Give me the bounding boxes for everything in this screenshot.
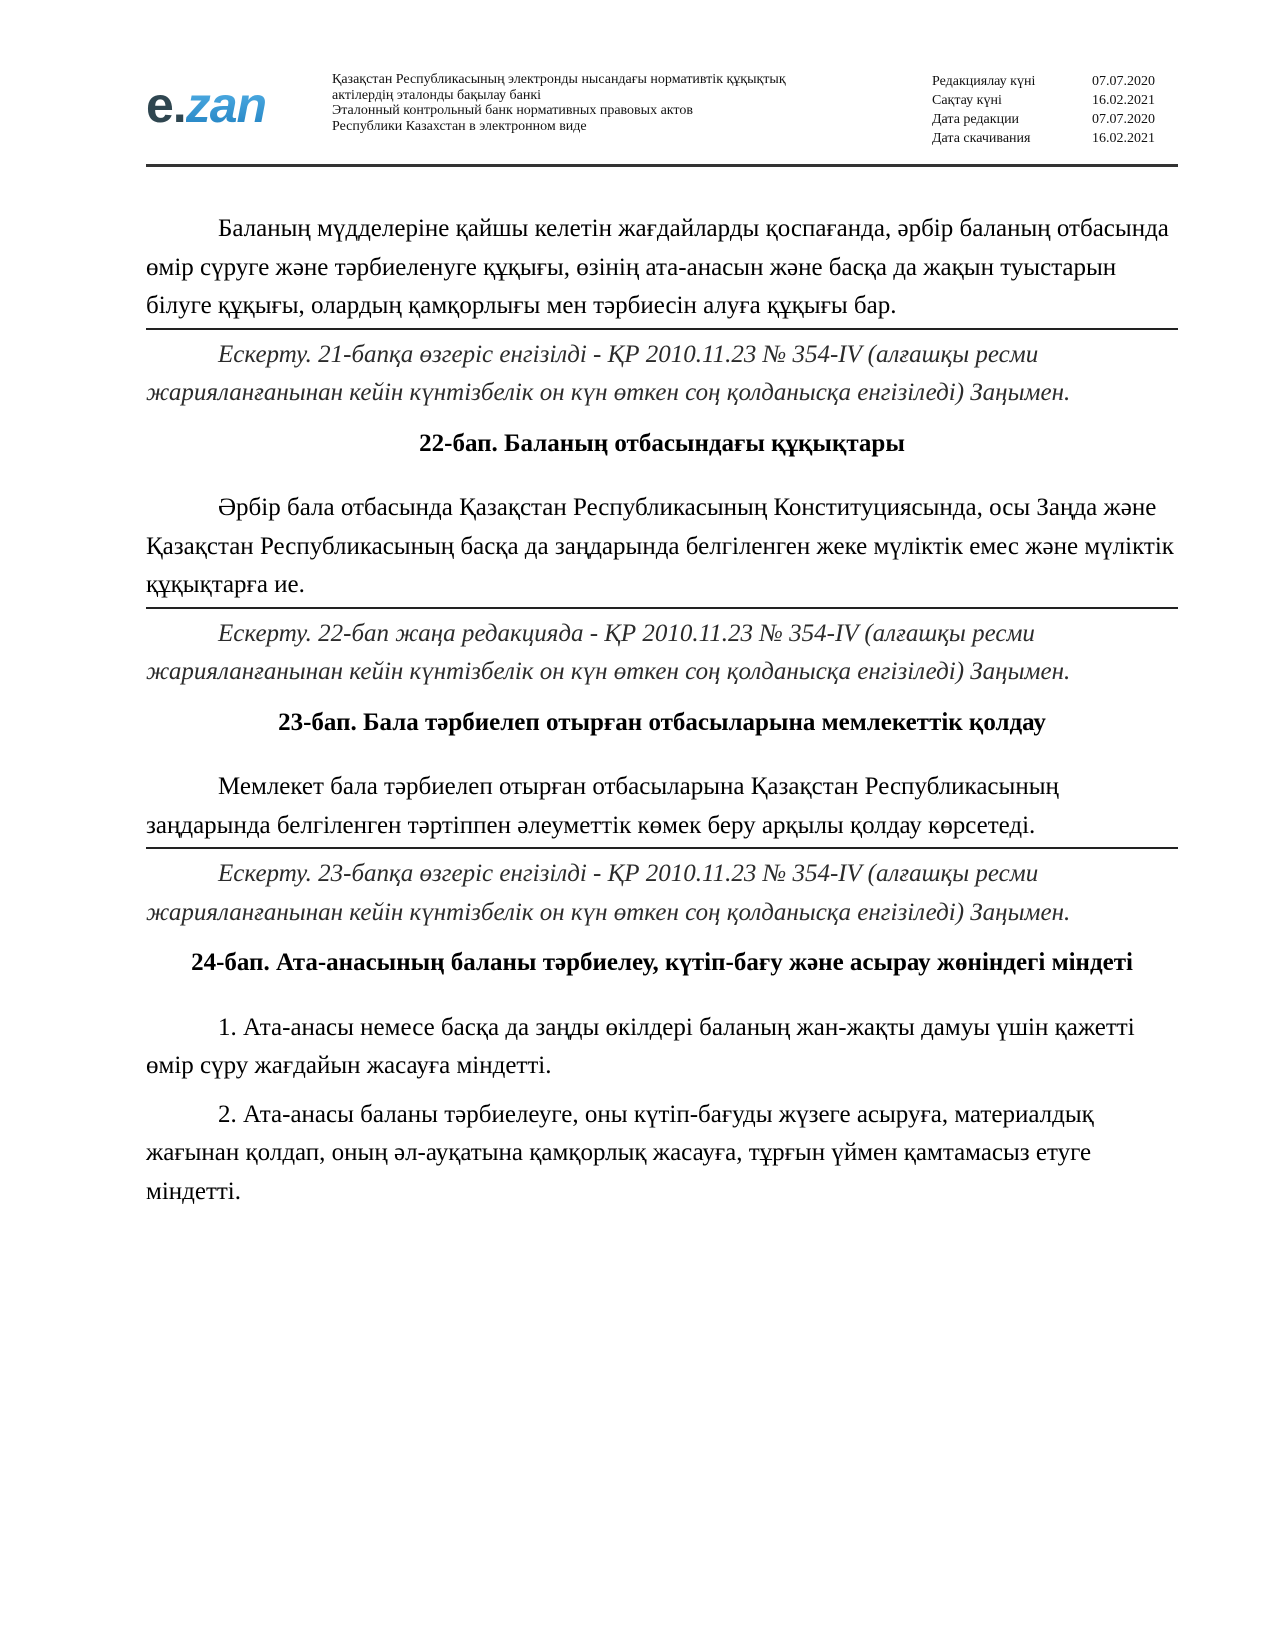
article-21-note: Ескерту. 21-бапқа өзгеріс енгізілді - ҚР 2010.11.23 № 354-IV (алғашқы ресми жарияланғанынан кейін күнтізбелік он күн өткен соң қолданысқа енгізіледі) Заңымен.	[146, 340, 1071, 406]
meta-value: 07.07.2020	[1092, 74, 1155, 89]
org-line: Республики Казахстан в электронном виде	[332, 118, 587, 134]
meta-row-save-date-kz	[932, 91, 1178, 110]
meta-value: 16.02.2021	[1092, 93, 1155, 108]
article-23-paragraph: Мемлекет бала тәрбиелеп отырған отбасыларына Қазақстан Республикасының заңдарында белгіленген тәртіппен әлеуметтік көмек беру арқылы қолдау көрсетеді.	[146, 773, 1059, 839]
meta-row-download-date-ru	[932, 129, 1178, 148]
meta-row-edit-date-ru	[932, 110, 1178, 129]
meta-label: Сақтау күні	[932, 93, 1002, 108]
article-24-item-1: 1. Ата-анасы немесе басқа да заңды өкілдері баланың жан-жақты дамуы үшін қажетті өмір сүру жағдайын жасауға міндетті.	[146, 1013, 1135, 1079]
article-22-heading: 22-бап. Баланың отбасындағы құқықтары	[419, 429, 905, 457]
logo-part-e: e.	[146, 77, 186, 133]
article-24-item-2: 2. Ата-анасы баланы тәрбиелеуге, оны күтіп-бағуды жүзеге асыруға, материалдық жағынан қолдап, оның әл-ауқатына қамқорлық жасауға, тұрғын үймен қамтамасыз етуге міндетті.	[146, 1100, 1094, 1205]
meta-label: Дата редакции	[932, 112, 1020, 127]
document-body	[146, 210, 1178, 1211]
meta-value: 16.02.2021	[1092, 131, 1155, 146]
divider	[146, 328, 1178, 330]
meta-label: Дата скачивания	[932, 131, 1031, 146]
header-divider	[146, 164, 1178, 167]
article-21-paragraph: Баланың мүдделеріне қайшы келетін жағдайларды қоспағанда, әрбір баланың отбасында өмір сүруге және тәрбиеленуге құқығы, өзінің ата-анасын және басқа да жақын туыстарын білуге құқығы, олардың қамқорлығы мен тәрбиесін алуға құқығы бар.	[146, 215, 1169, 319]
org-line: Қазақстан Республикасының электронды нысандағы нормативтік құқықтық	[332, 72, 786, 87]
logo-part-zan: zan	[185, 77, 267, 133]
org-line: Эталонный контрольный банк нормативных правовых актов	[332, 103, 693, 118]
ezan-logo	[146, 77, 267, 133]
divider	[146, 847, 1178, 849]
meta-label: Редакциялау күні	[932, 74, 1036, 89]
org-line: актілердің эталонды бақылау банкі	[332, 87, 542, 103]
organization-name	[332, 72, 892, 134]
document-dates	[932, 72, 1178, 148]
article-22-note: Ескерту. 22-бап жаңа редакцияда - ҚР 2010.11.23 № 354-IV (алғашқы ресми жарияланғанынан кейін күнтізбелік он күн өткен соң қолданысқа енгізіледі) Заңымен.	[146, 619, 1071, 685]
divider	[146, 607, 1178, 609]
article-23-heading: 23-бап. Бала тәрбиелеп отырған отбасыларына мемлекеттік қолдау	[278, 708, 1046, 736]
article-24-heading: 24-бап. Ата-анасының баланы тәрбиелеу, күтіп-бағу және асырау жөніндегі міндеті	[191, 949, 1133, 976]
article-22-paragraph: Әрбір бала отбасында Қазақстан Республикасының Конституциясында, осы Заңда және Қазақстан Республикасының басқа да заңдарында белгіленген жеке мүліктік емес және мүліктік құқықтарға ие.	[146, 494, 1174, 598]
page-header	[146, 68, 1178, 166]
article-23-note: Ескерту. 23-бапқа өзгеріс енгізілді - ҚР 2010.11.23 № 354-IV (алғашқы ресми жарияланғанынан кейін күнтізбелік он күн өткен соң қолданысқа енгізіледі) Заңымен.	[146, 860, 1071, 926]
meta-row-edit-date-kz	[932, 72, 1178, 91]
meta-value: 07.07.2020	[1092, 112, 1155, 127]
